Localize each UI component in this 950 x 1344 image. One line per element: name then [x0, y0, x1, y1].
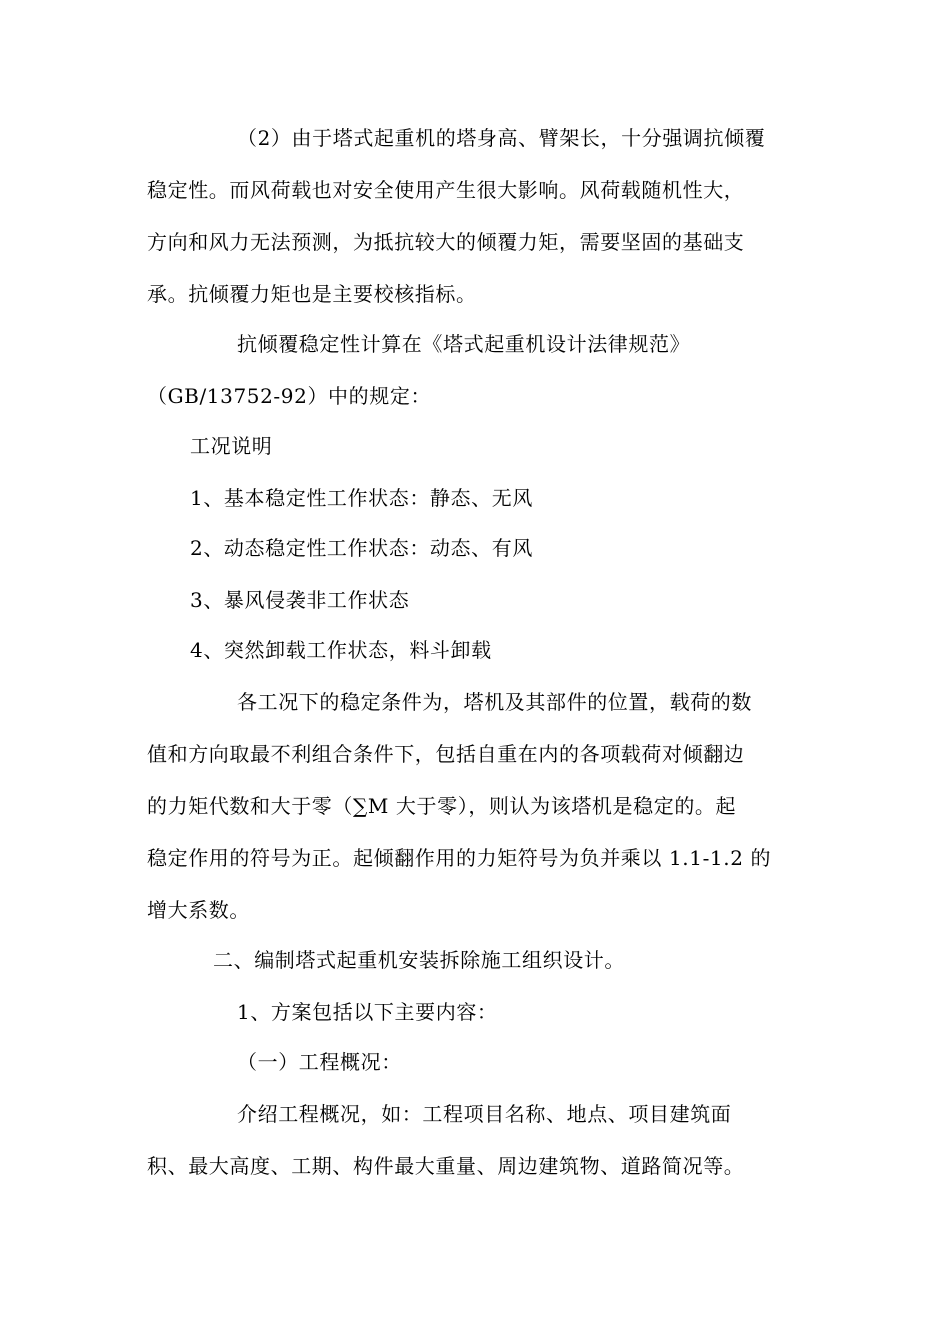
subsection-heading: 1、方案包括以下主要内容：: [237, 1000, 498, 1024]
paragraph-line: 方向和风力无法预测，为抵抗较大的倾覆力矩，需要坚固的基础支: [147, 230, 745, 254]
list-item: 3、暴风侵袭非工作状态: [190, 588, 410, 612]
paragraph-line: 积、最大高度、工期、构件最大重量、周边建筑物、道路简况等。: [147, 1154, 745, 1178]
paragraph-line: 的力矩代数和大于零（∑M 大于零），则认为该塔机是稳定的。起: [147, 794, 737, 818]
paragraph-line: 稳定性。而风荷载也对安全使用产生很大影响。风荷载随机性大，: [147, 178, 745, 202]
paragraph-line: （2）由于塔式起重机的塔身高、臂架长，十分强调抗倾覆: [237, 126, 766, 150]
subsection-heading: （一）工程概况：: [237, 1050, 402, 1074]
paragraph-line: 承。抗倾覆力矩也是主要校核指标。: [147, 282, 477, 306]
paragraph-line: 抗倾覆稳定性计算在《塔式起重机设计法律规范》: [237, 332, 691, 356]
paragraph-line: 稳定作用的符号为正。起倾翻作用的力矩符号为负并乘以 1.1-1.2 的: [147, 846, 772, 870]
paragraph-line: （GB/13752-92）中的规定：: [147, 384, 432, 408]
paragraph-line: 值和方向取最不利组合条件下，包括自重在内的各项载荷对倾翻边: [147, 742, 745, 766]
paragraph-line: 介绍工程概况，如：工程项目名称、地点、项目建筑面: [237, 1102, 732, 1126]
paragraph-line: 各工况下的稳定条件为，塔机及其部件的位置，载荷的数: [237, 690, 752, 714]
section-heading: 工况说明: [190, 434, 273, 458]
list-item: 1、基本稳定性工作状态：静态、无风: [190, 486, 533, 510]
list-item: 4、突然卸载工作状态，料斗卸载: [190, 638, 492, 662]
list-item: 2、动态稳定性工作状态：动态、有风: [190, 536, 533, 560]
section-heading: 二、编制塔式起重机安装拆除施工组织设计。: [213, 948, 625, 972]
paragraph-line: 增大系数。: [147, 898, 250, 922]
